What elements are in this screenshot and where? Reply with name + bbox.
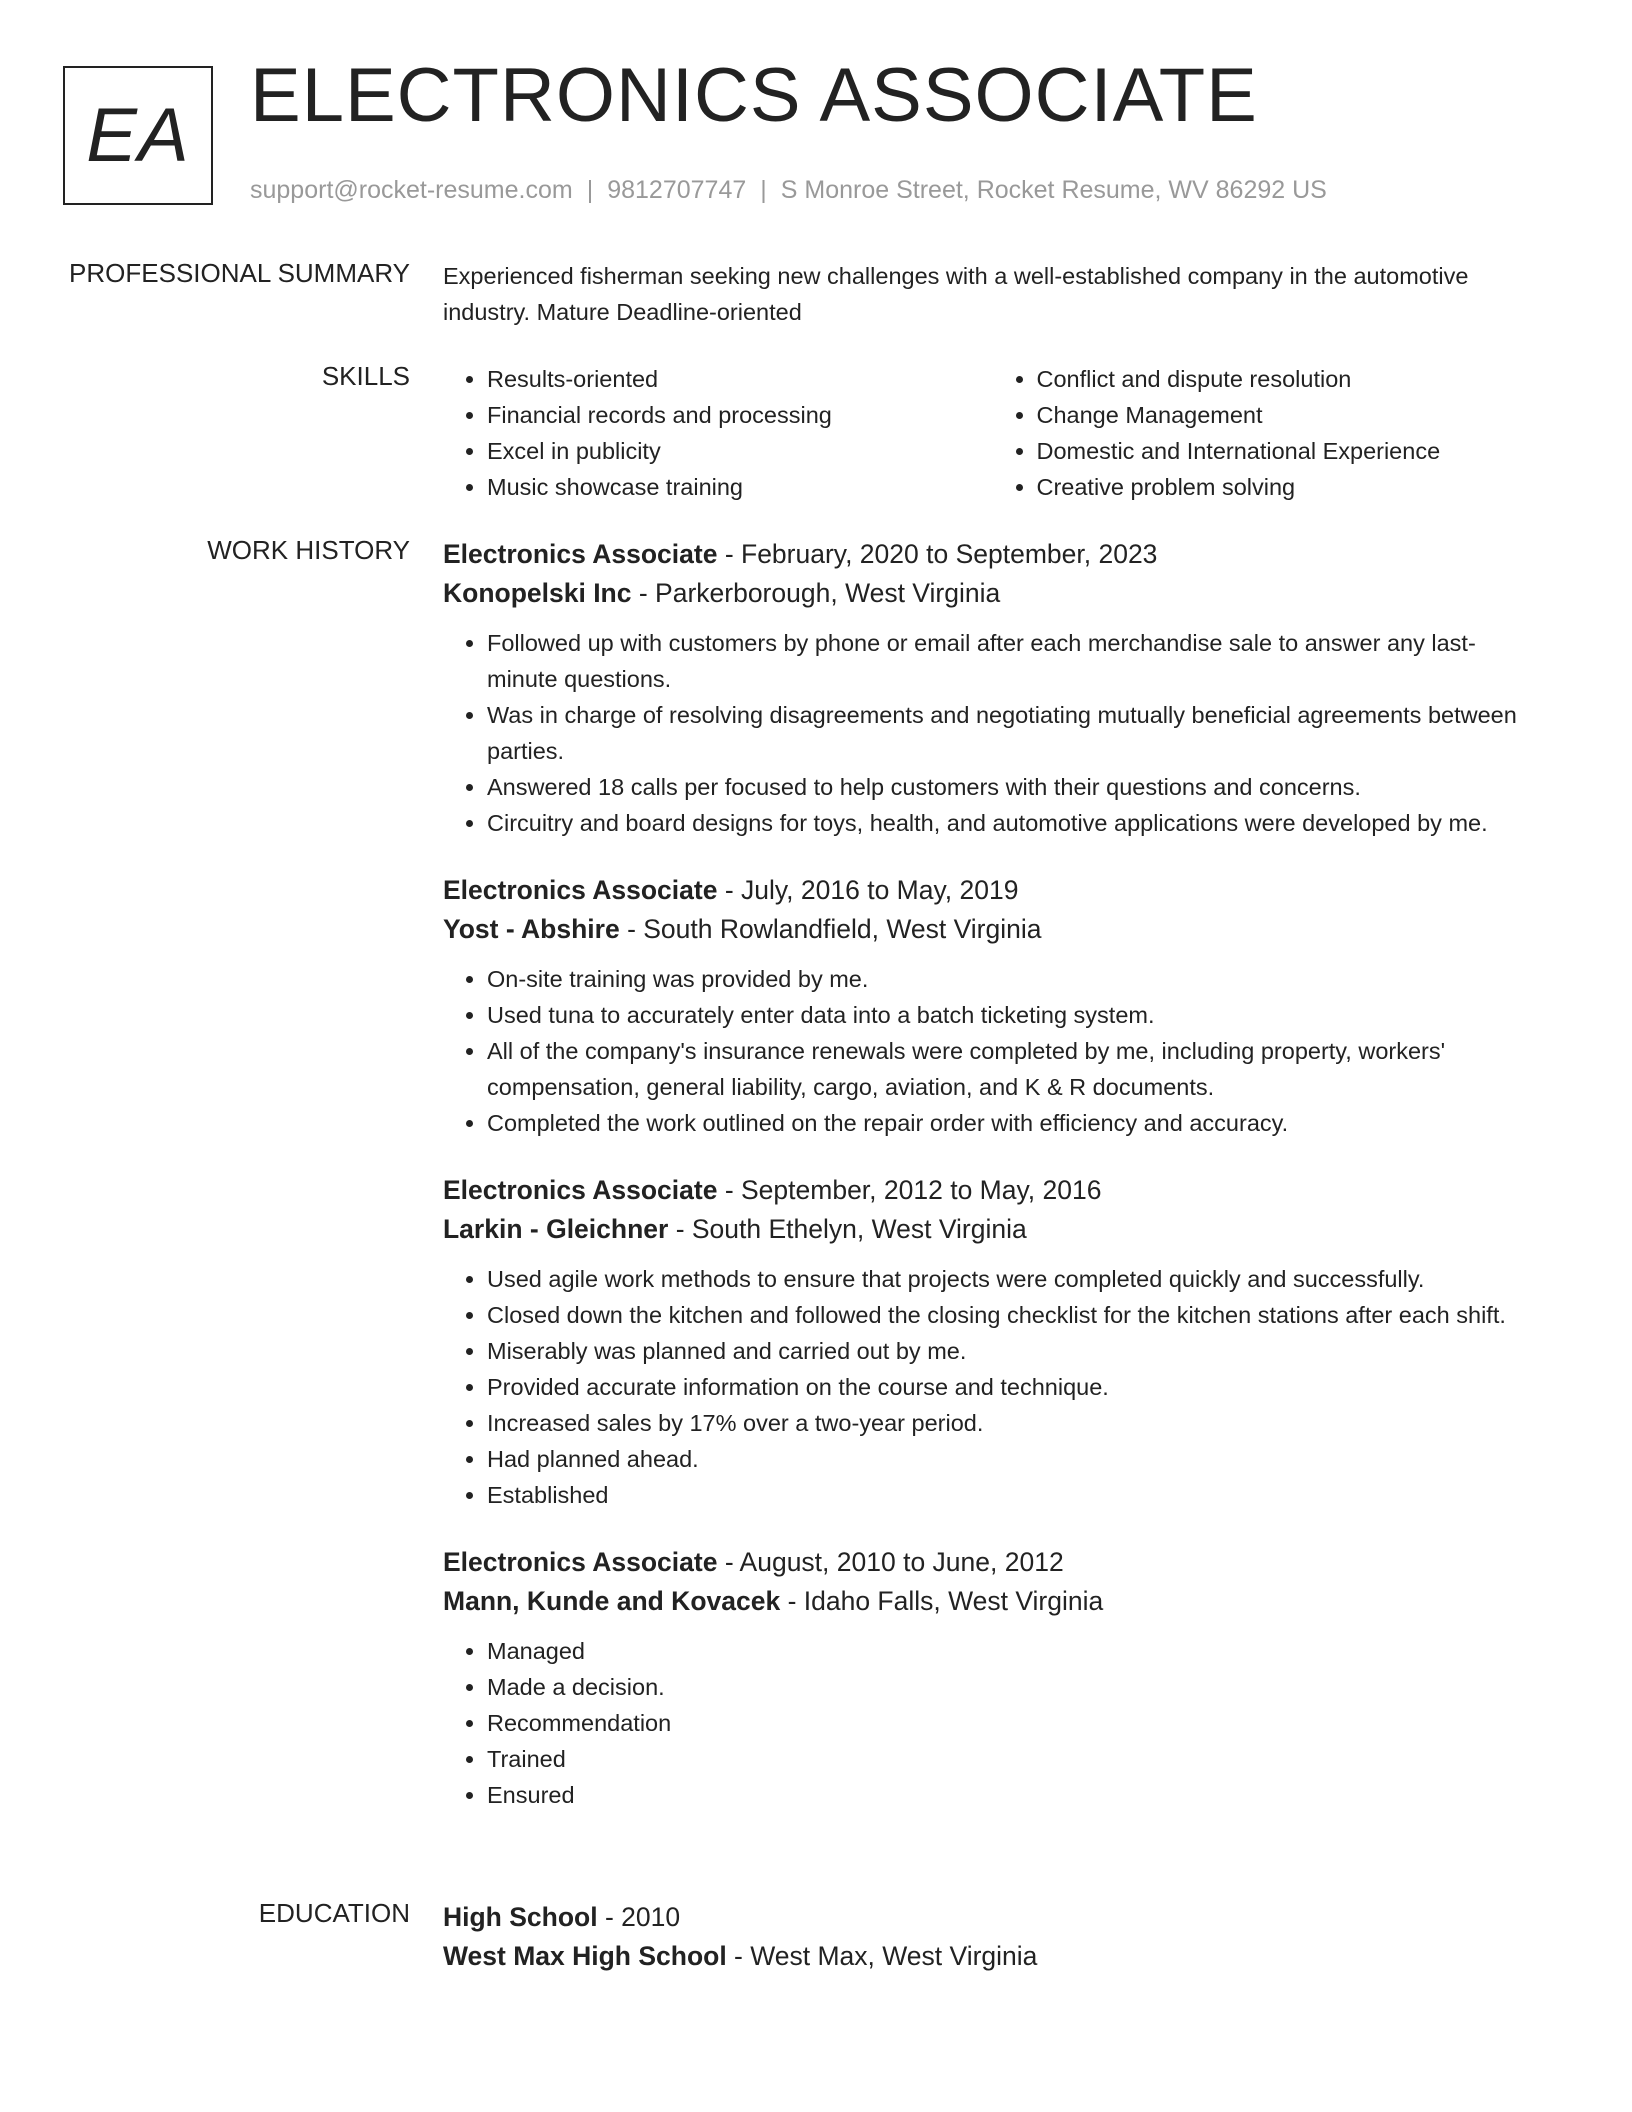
- contact-separator: |: [760, 176, 767, 204]
- job-location: - Parkerborough, West Virginia: [631, 578, 1001, 608]
- job-entry: [443, 871, 1542, 1141]
- education-school-line: [443, 1937, 1542, 1976]
- job-company-line: [443, 1582, 1542, 1621]
- education-year: - 2010: [597, 1902, 681, 1932]
- skill-item: • Change Management: [1037, 397, 1543, 433]
- skills-list-right: [993, 361, 1543, 505]
- job-role-line: [443, 1543, 1542, 1582]
- education-location: - West Max, West Virginia: [726, 1941, 1038, 1971]
- skill-item: • Conflict and dispute resolution: [1037, 361, 1543, 397]
- job-bullet: • Circuitry and board designs for toys, health, and automotive applications were developed by me.: [487, 805, 1542, 841]
- summary-text: Experienced fisherman seeking new challenges with a well-established company in the automotive industry. Mature Deadline-oriented: [443, 263, 1469, 325]
- job-dates: - July, 2016 to May, 2019: [717, 875, 1019, 905]
- job-bullet: • Made a decision.: [487, 1669, 1542, 1705]
- contact-email: support@rocket-resume.com: [250, 176, 573, 204]
- job-role: Electronics Associate: [443, 1547, 718, 1577]
- job-entry: [443, 1543, 1542, 1813]
- job-role: Electronics Associate: [443, 875, 718, 905]
- contact-separator: |: [586, 176, 594, 204]
- job-role: Electronics Associate: [443, 539, 718, 569]
- job-company-line: [443, 1210, 1542, 1249]
- job-bullet: • Managed: [487, 1633, 1542, 1669]
- job-company-line: [443, 574, 1542, 613]
- job-location: - Idaho Falls, West Virginia: [780, 1586, 1104, 1616]
- job-role-line: [443, 1171, 1542, 1210]
- job-company: Mann, Kunde and Kovacek: [443, 1586, 781, 1616]
- job-company: Konopelski Inc: [443, 578, 632, 608]
- job-bullet: • Answered 18 calls per focused to help customers with their questions and concerns.: [487, 769, 1542, 805]
- job-bullet: • Had planned ahead.: [487, 1441, 1542, 1477]
- job-bullets: [443, 625, 1542, 841]
- skills-title: SKILLS: [321, 361, 410, 391]
- education-title: EDUCATION: [258, 1898, 410, 1928]
- skill-item: • Creative problem solving: [1037, 469, 1543, 505]
- job-bullets: [443, 961, 1542, 1141]
- job-bullet: • All of the company's insurance renewals were completed by me, including property, workers' compensation, general liability, cargo, aviation, and K & R documents.: [487, 1033, 1542, 1105]
- skill-item: • Financial records and processing: [487, 397, 993, 433]
- initials-monogram: [63, 66, 213, 205]
- education-degree: High School: [443, 1902, 598, 1932]
- contact-address: S Monroe Street, Rocket Resume, WV 86292 US: [780, 176, 1327, 204]
- job-entry: [443, 1171, 1542, 1513]
- education-school: West Max High School: [443, 1941, 727, 1971]
- job-bullet: • Ensured: [487, 1777, 1542, 1813]
- job-dates: - February, 2020 to September, 2023: [717, 539, 1158, 569]
- job-location: - South Ethelyn, West Virginia: [668, 1214, 1027, 1244]
- job-location: - South Rowlandfield, West Virginia: [619, 914, 1042, 944]
- job-company: Larkin - Gleichner: [443, 1214, 669, 1244]
- job-bullet: • Miserably was planned and carried out by me.: [487, 1333, 1542, 1369]
- job-role-line: [443, 535, 1542, 574]
- job-bullet: • Used tuna to accurately enter data into a batch ticketing system.: [487, 997, 1542, 1033]
- skills-list-left: [443, 361, 993, 505]
- resume-name: ELECTRONICS ASSOCIATE: [250, 53, 1258, 138]
- job-bullet: • Trained: [487, 1741, 1542, 1777]
- job-company: Yost - Abshire: [443, 914, 620, 944]
- skill-item: • Domestic and International Experience: [1037, 433, 1543, 469]
- job-role-line: [443, 871, 1542, 910]
- initials-text: EA: [86, 93, 190, 178]
- job-bullets: [443, 1633, 1542, 1813]
- job-bullets: [443, 1261, 1542, 1513]
- contact-phone: 9812707747: [607, 176, 747, 204]
- job-role: Electronics Associate: [443, 1175, 718, 1205]
- job-bullet: • Provided accurate information on the course and technique.: [487, 1369, 1542, 1405]
- job-bullet: • On-site training was provided by me.: [487, 961, 1542, 997]
- skill-item: • Results-oriented: [487, 361, 993, 397]
- skill-item: • Music showcase training: [487, 469, 993, 505]
- job-bullet: • Completed the work outlined on the repair order with efficiency and accuracy.: [487, 1105, 1542, 1141]
- summary-title: PROFESSIONAL SUMMARY: [69, 258, 410, 288]
- job-bullet: • Closed down the kitchen and followed the closing checklist for the kitchen stations after each shift.: [487, 1297, 1542, 1333]
- work-history-title: WORK HISTORY: [207, 535, 410, 565]
- job-bullet: • Increased sales by 17% over a two-year period.: [487, 1405, 1542, 1441]
- job-bullet: • Followed up with customers by phone or email after each merchandise sale to answer any last-minute questions.: [487, 625, 1542, 697]
- job-company-line: [443, 910, 1542, 949]
- contact-line: [250, 176, 1327, 205]
- job-bullet: • Was in charge of resolving disagreements and negotiating mutually beneficial agreements between parties.: [487, 697, 1542, 769]
- job-bullet: • Established: [487, 1477, 1542, 1513]
- education-degree-line: [443, 1898, 1542, 1937]
- job-entry: [443, 535, 1542, 841]
- job-dates: - September, 2012 to May, 2016: [717, 1175, 1102, 1205]
- job-dates: - August, 2010 to June, 2012: [717, 1547, 1064, 1577]
- job-bullet: • Recommendation: [487, 1705, 1542, 1741]
- skill-item: • Excel in publicity: [487, 433, 993, 469]
- job-bullet: • Used agile work methods to ensure that projects were completed quickly and successfully.: [487, 1261, 1542, 1297]
